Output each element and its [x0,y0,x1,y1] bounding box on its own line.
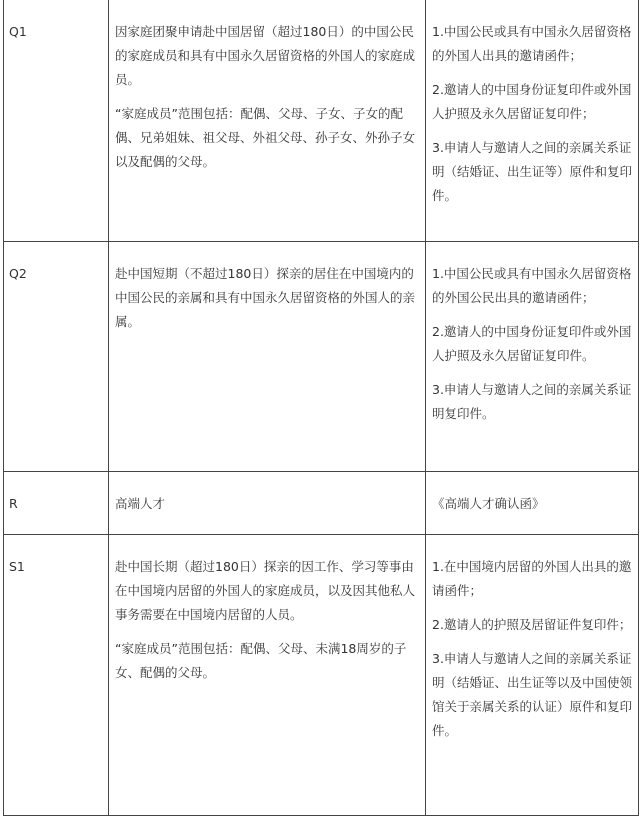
description-paragraph: 因家庭团聚申请赴中国居留（超过180日）的中国公民的家庭成员和具有中国永久居留资格的外国人的家庭成员。 [115,24,416,87]
description-paragraph: 赴中国短期（不超过180日）探亲的居住在中国境内的中国公民的亲属和具有中国永久居留资格的外国人的亲属。 [115,266,416,329]
required-documents-cell [426,472,639,535]
applicant-description-cell [109,535,426,816]
description-paragraph: “家庭成员”范围包括：配偶、父母、子女、子女的配偶、兄弟姐妹、祖父母、外祖父母、孙子女、外孙子女以及配偶的父母。 [115,106,416,169]
document-item: 2.邀请人的中国身份证复印件或外国人护照及永久居留证复印件； [432,82,632,121]
document-item: 3.申请人与邀请人之间的亲属关系证明复印件。 [432,382,632,421]
description-paragraph: 高端人才 [115,496,166,511]
table-row-q2 [4,242,639,472]
visa-requirements-table [3,0,639,816]
applicant-description-cell [109,472,426,535]
document-item: 2.邀请人的中国身份证复印件或外国人护照及永久居留证复印件。 [432,324,632,363]
required-documents-cell [426,535,639,816]
table-row-q1 [4,0,639,242]
visa-code-cell: Q1 [4,0,109,242]
document-item: 3.申请人与邀请人之间的亲属关系证明（结婚证、出生证等以及中国使领馆关于亲属关系的认证）原件和复印件。 [432,651,633,738]
applicant-description-cell [109,242,426,472]
visa-code-cell: S1 [4,535,109,816]
visa-code-cell: R [4,472,109,535]
description-paragraph: “家庭成员”范围包括：配偶、父母、未满18周岁的子女、配偶的父母。 [115,641,407,680]
document-item: 1.在中国境内居留的外国人出具的邀请函件； [432,559,632,598]
document-item: 2.邀请人的护照及居留证件复印件； [432,617,632,632]
document-item: 《高端人才确认函》 [432,496,545,511]
applicant-description-cell [109,0,426,242]
visa-code-cell: Q2 [4,242,109,472]
table-row-r [4,472,639,535]
document-item: 1.中国公民或具有中国永久居留资格的外国人出具的邀请函件； [432,24,632,63]
document-item: 1.中国公民或具有中国永久居留资格的外国公民出具的邀请函件； [432,266,632,305]
required-documents-cell [426,242,639,472]
required-documents-cell [426,0,639,242]
document-item: 3.申请人与邀请人之间的亲属关系证明（结婚证、出生证等）原件和复印件。 [432,140,633,203]
description-paragraph: 赴中国长期（超过180日）探亲的因工作、学习等事由在中国境内居留的外国人的家庭成员，以及因其他私人事务需要在中国境内居留的人员。 [115,559,416,622]
table-row-s1 [4,535,639,816]
